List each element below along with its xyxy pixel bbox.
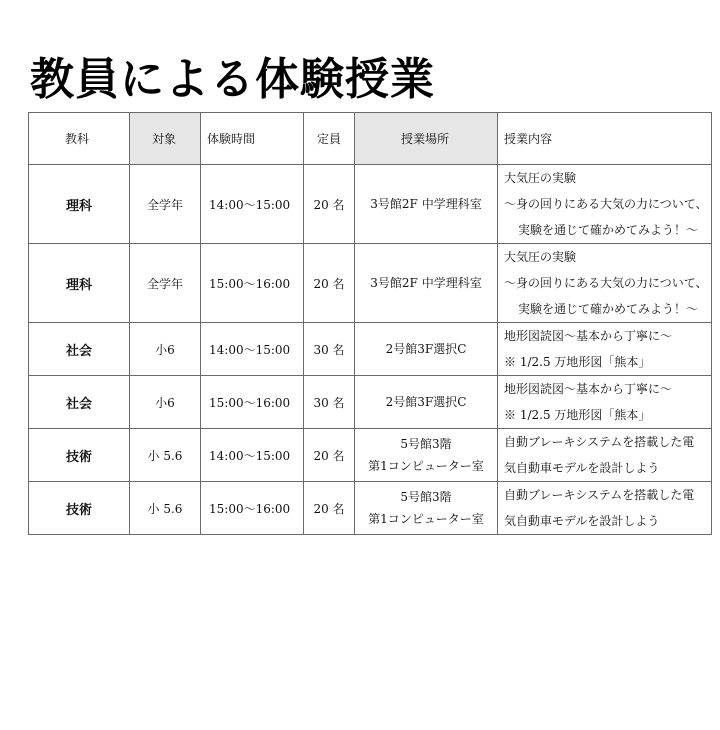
header-target: 対象 <box>130 113 201 165</box>
cell-time: 14:00～15:00 <box>201 429 304 482</box>
header-place: 授業場所 <box>355 113 498 165</box>
cell-time: 14:00～15:00 <box>201 323 304 376</box>
cell-target: 全学年 <box>130 244 201 323</box>
cell-time: 15:00～16:00 <box>201 244 304 323</box>
content-line: 自動ブレーキシステムを搭載した電 <box>504 488 695 502</box>
cell-capacity: 20 名 <box>304 244 355 323</box>
cell-subject: 技術 <box>29 482 130 535</box>
lesson-schedule-table <box>28 112 712 535</box>
cell-capacity: 30 名 <box>304 376 355 429</box>
content-line: 気自動車モデルを設計しよう <box>504 461 660 475</box>
cell-subject: 理科 <box>29 244 130 323</box>
cell-time: 15:00～16:00 <box>201 376 304 429</box>
cell-content <box>498 244 712 323</box>
cell-subject: 社会 <box>29 323 130 376</box>
header-time: 体験時間 <box>201 113 304 165</box>
place-line: 第1コンピューター室 <box>368 512 484 526</box>
cell-capacity: 20 名 <box>304 482 355 535</box>
cell-place <box>355 244 498 323</box>
content-line: 気自動車モデルを設計しよう <box>504 514 660 528</box>
cell-content <box>498 323 712 376</box>
place-line: 第1コンピューター室 <box>368 459 484 473</box>
header-content: 授業内容 <box>498 113 712 165</box>
content-line: ※ 1/2.5 万地形図「熊本」 <box>504 408 651 422</box>
table-row <box>29 323 712 376</box>
cell-target: 全学年 <box>130 165 201 244</box>
cell-target: 小 5.6 <box>130 429 201 482</box>
cell-time: 15:00～16:00 <box>201 482 304 535</box>
content-line: 地形図読図～基本から丁寧に～ <box>504 329 673 343</box>
cell-target: 小6 <box>130 323 201 376</box>
cell-content <box>498 482 712 535</box>
table-row <box>29 482 712 535</box>
cell-content <box>498 165 712 244</box>
header-subject: 教科 <box>29 113 130 165</box>
table-row <box>29 376 712 429</box>
cell-subject: 社会 <box>29 376 130 429</box>
content-line: 地形図読図～基本から丁寧に～ <box>504 382 673 396</box>
header-capacity: 定員 <box>304 113 355 165</box>
content-line: 自動ブレーキシステムを搭載した電 <box>504 435 695 449</box>
cell-target: 小6 <box>130 376 201 429</box>
place-line: 5号館3階 <box>400 490 452 504</box>
place-line: 2号館3F選択C <box>385 395 467 409</box>
content-line: ～身の回りにある大気の力について、 <box>504 197 708 211</box>
table-header-row <box>29 113 712 165</box>
cell-subject: 理科 <box>29 165 130 244</box>
page-title: 教員による体験授業 <box>30 54 435 105</box>
place-line: 3号館2F 中学理科室 <box>370 276 482 290</box>
table-row <box>29 244 712 323</box>
cell-target: 小 5.6 <box>130 482 201 535</box>
content-line: 実験を通じて確かめてみよう！～ <box>518 223 699 237</box>
cell-place <box>355 376 498 429</box>
cell-place <box>355 482 498 535</box>
place-line: 2号館3F選択C <box>385 342 467 356</box>
content-line: ※ 1/2.5 万地形図「熊本」 <box>504 355 651 369</box>
cell-place <box>355 165 498 244</box>
cell-subject: 技術 <box>29 429 130 482</box>
cell-content <box>498 376 712 429</box>
cell-capacity: 30 名 <box>304 323 355 376</box>
cell-place <box>355 429 498 482</box>
content-line: 実験を通じて確かめてみよう！～ <box>518 302 699 316</box>
cell-capacity: 20 名 <box>304 429 355 482</box>
place-line: 5号館3階 <box>400 437 452 451</box>
cell-capacity: 20 名 <box>304 165 355 244</box>
content-line: 大気圧の実験 <box>504 171 577 185</box>
place-line: 3号館2F 中学理科室 <box>370 197 482 211</box>
table-row <box>29 165 712 244</box>
table-row <box>29 429 712 482</box>
content-line: ～身の回りにある大気の力について、 <box>504 276 708 290</box>
cell-content <box>498 429 712 482</box>
cell-time: 14:00～15:00 <box>201 165 304 244</box>
content-line: 大気圧の実験 <box>504 250 577 264</box>
cell-place <box>355 323 498 376</box>
